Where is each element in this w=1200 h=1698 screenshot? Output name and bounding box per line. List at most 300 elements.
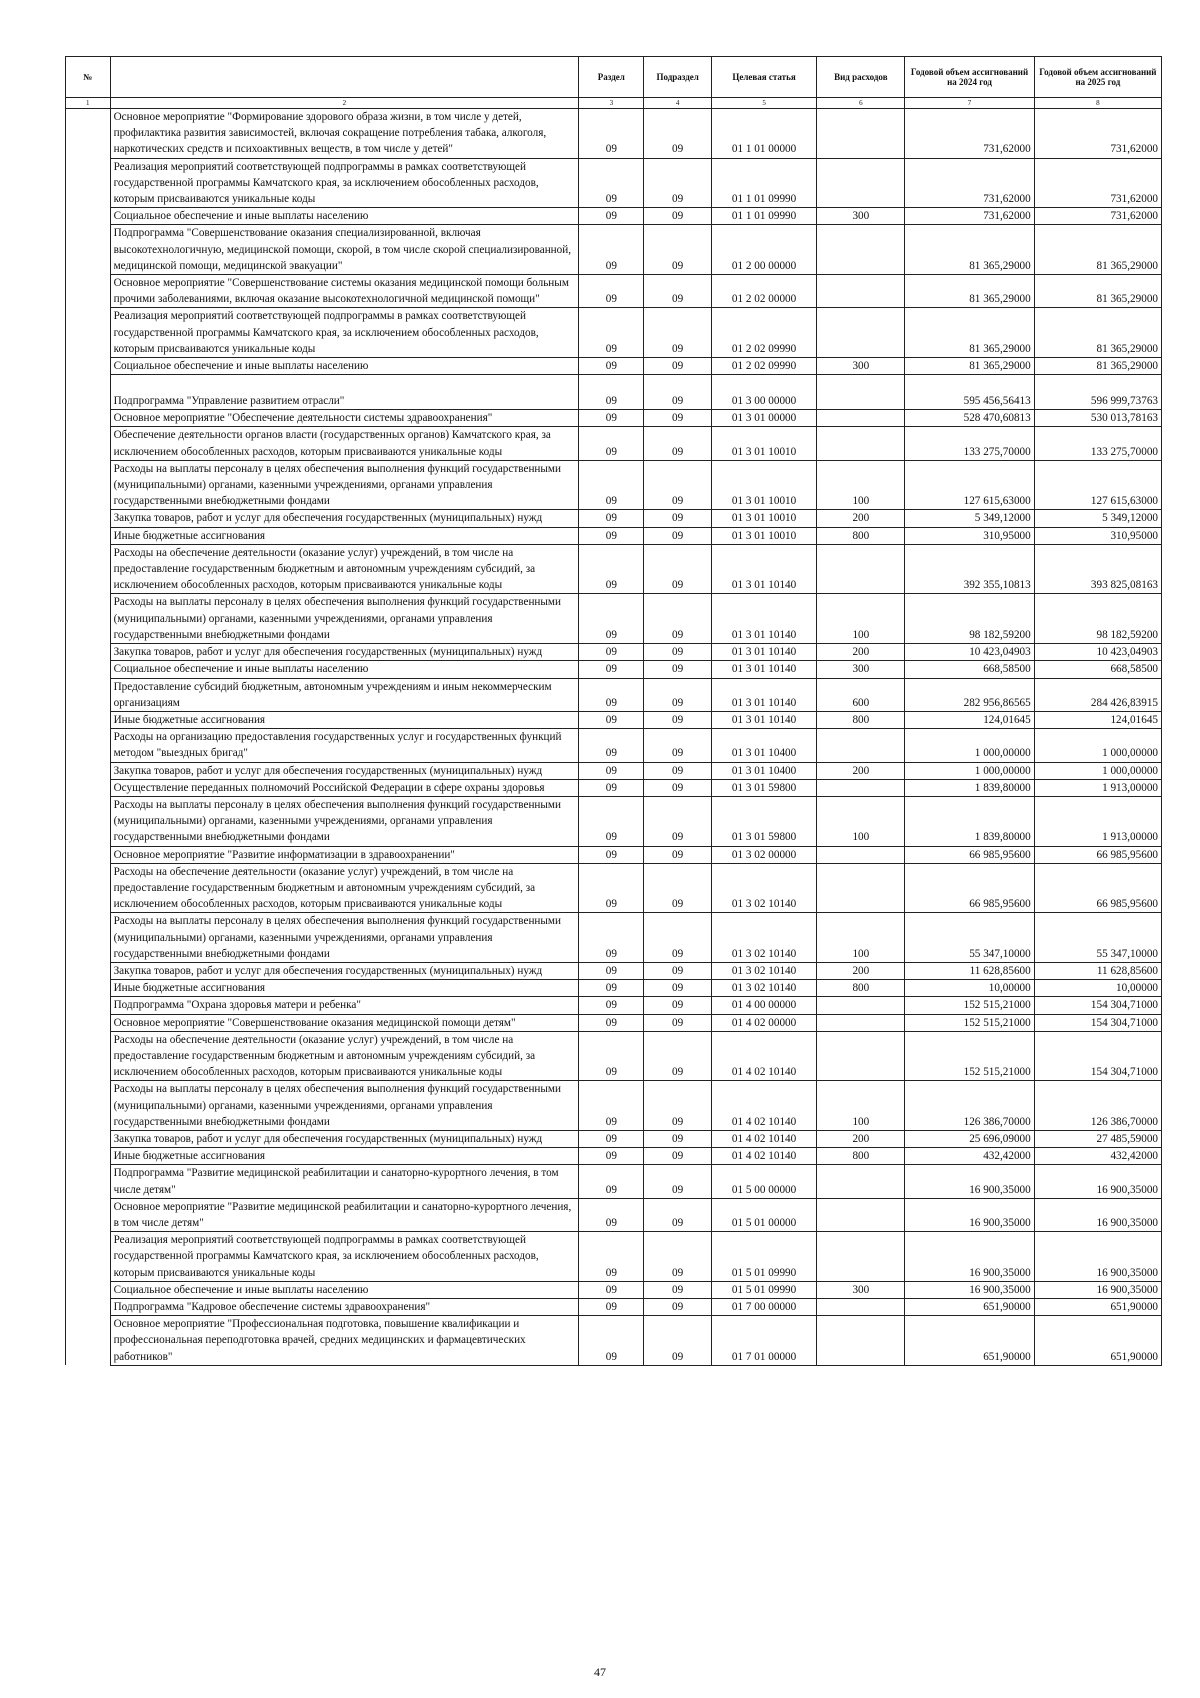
row-podrazdel: 09: [644, 1014, 711, 1031]
row-podrazdel: 09: [644, 510, 711, 527]
row-name: Основное мероприятие "Профессиональная подготовка, повышение квалификации и профессиональная переподготовка врачей, средних медицинских и фармацевтических работников": [110, 1316, 579, 1366]
number-cell: [66, 711, 111, 728]
row-target-article: 01 4 02 10140: [711, 1130, 816, 1147]
number-cell: [66, 375, 111, 410]
row-name: Основное мероприятие "Формирование здорового образа жизни, в том числе у детей, профилактика развития зависимостей, включая сокращение потребления табака, алкоголя, наркотических средств и психоактивных веществ, в том числе у детей": [110, 109, 579, 159]
row-name: Подпрограмма "Кадровое обеспечение системы здравоохранения": [110, 1299, 579, 1316]
row-target-article: 01 3 01 10140: [711, 594, 816, 644]
row-razdel: 09: [579, 846, 644, 863]
row-name: Расходы на выплаты персоналу в целях обеспечения выполнения функций государственными (муниципальными) органами, казенными учреждениями, органами управления государственными внебюджетными фондами: [110, 594, 579, 644]
row-razdel: 09: [579, 358, 644, 375]
table-row: [66, 1198, 1162, 1231]
table-row: [66, 1148, 1162, 1165]
row-expense-type: 100: [817, 594, 905, 644]
header-number: №: [66, 57, 111, 98]
row-podrazdel: 09: [644, 661, 711, 678]
header-razdel: Раздел: [579, 57, 644, 98]
row-expense-type: [817, 1165, 905, 1198]
row-target-article: 01 3 00 00000: [711, 375, 816, 410]
row-target-article: 01 2 02 09990: [711, 358, 816, 375]
table-header-row: [66, 57, 1162, 98]
row-expense-type: 300: [817, 661, 905, 678]
row-name: Закупка товаров, работ и услуг для обеспечения государственных (муниципальных) нужд: [110, 1130, 579, 1147]
row-target-article: 01 4 02 00000: [711, 1014, 816, 1031]
table-row: [66, 1316, 1162, 1366]
row-podrazdel: 09: [644, 980, 711, 997]
row-amount-2024: 1 000,00000: [905, 729, 1034, 762]
row-name: Закупка товаров, работ и услуг для обеспечения государственных (муниципальных) нужд: [110, 510, 579, 527]
number-cell: [66, 1165, 111, 1198]
table-row: [66, 762, 1162, 779]
row-razdel: 09: [579, 863, 644, 913]
row-name: Расходы на выплаты персоналу в целях обеспечения выполнения функций государственными (муниципальными) органами, казенными учреждениями, органами управления государственными внебюджетными фондами: [110, 1081, 579, 1131]
row-name: Расходы на обеспечение деятельности (оказание услуг) учреждений, в том числе на предоставление государственным бюджетным и автономным учреждениям субсидий, за исключением обособленных расходов, которым присваиваются уникальные коды: [110, 1031, 579, 1081]
row-amount-2025: 310,95000: [1034, 527, 1161, 544]
row-amount-2024: 5 349,12000: [905, 510, 1034, 527]
row-expense-type: 200: [817, 510, 905, 527]
row-amount-2024: 651,90000: [905, 1316, 1034, 1366]
row-razdel: 09: [579, 729, 644, 762]
table-row: [66, 711, 1162, 728]
table-row: [66, 796, 1162, 846]
column-number: 3: [579, 98, 644, 109]
row-amount-2025: 81 365,29000: [1034, 358, 1161, 375]
row-expense-type: [817, 1014, 905, 1031]
row-amount-2024: 16 900,35000: [905, 1232, 1034, 1282]
row-podrazdel: 09: [644, 779, 711, 796]
row-amount-2024: 10 423,04903: [905, 644, 1034, 661]
row-expense-type: 200: [817, 962, 905, 979]
row-amount-2024: 66 985,95600: [905, 846, 1034, 863]
row-name: Расходы на выплаты персоналу в целях обеспечения выполнения функций государственными (муниципальными) органами, казенными учреждениями, органами управления государственными внебюджетными фондами: [110, 796, 579, 846]
row-razdel: 09: [579, 275, 644, 308]
row-expense-type: 800: [817, 1148, 905, 1165]
number-cell: [66, 661, 111, 678]
number-cell: [66, 410, 111, 427]
row-podrazdel: 09: [644, 158, 711, 208]
row-name: Основное мероприятие "Совершенствование оказания медицинской помощи детям": [110, 1014, 579, 1031]
row-podrazdel: 09: [644, 1081, 711, 1131]
header-volume-2025: Годовой объем ассигнований на 2025 год: [1034, 57, 1161, 98]
table-row: [66, 846, 1162, 863]
row-name: Реализация мероприятий соответствующей подпрограммы в рамках соответствующей государственной программы Камчатского края, за исключением обособленных расходов, которым присваиваются уникальные коды: [110, 308, 579, 358]
table-row: [66, 913, 1162, 963]
column-number: 7: [905, 98, 1034, 109]
row-name: Закупка товаров, работ и услуг для обеспечения государственных (муниципальных) нужд: [110, 962, 579, 979]
row-razdel: 09: [579, 1081, 644, 1131]
table-row: [66, 1165, 1162, 1198]
row-expense-type: [817, 308, 905, 358]
row-amount-2025: 731,62000: [1034, 208, 1161, 225]
row-podrazdel: 09: [644, 846, 711, 863]
column-number: 2: [110, 98, 579, 109]
row-podrazdel: 09: [644, 678, 711, 711]
row-target-article: 01 2 02 09990: [711, 308, 816, 358]
row-razdel: 09: [579, 661, 644, 678]
row-target-article: 01 3 02 10140: [711, 980, 816, 997]
row-podrazdel: 09: [644, 275, 711, 308]
table-row: [66, 225, 1162, 275]
row-amount-2025: 81 365,29000: [1034, 225, 1161, 275]
row-razdel: 09: [579, 158, 644, 208]
table-row: [66, 729, 1162, 762]
table-row: [66, 1232, 1162, 1282]
row-expense-type: [817, 375, 905, 410]
budget-table: [65, 56, 1162, 1366]
row-razdel: 09: [579, 308, 644, 358]
row-target-article: 01 1 01 00000: [711, 109, 816, 159]
row-amount-2024: 152 515,21000: [905, 997, 1034, 1014]
row-expense-type: [817, 1198, 905, 1231]
table-row: [66, 779, 1162, 796]
row-target-article: 01 3 02 00000: [711, 846, 816, 863]
row-target-article: 01 3 01 10400: [711, 762, 816, 779]
row-name: Иные бюджетные ассигнования: [110, 527, 579, 544]
row-name: Осуществление переданных полномочий Российской Федерации в сфере охраны здоровья: [110, 779, 579, 796]
row-target-article: 01 3 01 10140: [711, 678, 816, 711]
number-cell: [66, 358, 111, 375]
header-podrazdel: Подраздел: [644, 57, 711, 98]
row-expense-type: 100: [817, 796, 905, 846]
row-razdel: 09: [579, 779, 644, 796]
row-amount-2024: 1 839,80000: [905, 779, 1034, 796]
table-row: [66, 510, 1162, 527]
row-podrazdel: 09: [644, 410, 711, 427]
row-name: Социальное обеспечение и иные выплаты населению: [110, 208, 579, 225]
row-target-article: 01 3 01 10140: [711, 544, 816, 594]
row-razdel: 09: [579, 544, 644, 594]
row-name: Расходы на обеспечение деятельности (оказание услуг) учреждений, в том числе на предоставление государственным бюджетным и автономным учреждениям субсидий, за исключением обособленных расходов, которым присваиваются уникальные коды: [110, 544, 579, 594]
row-podrazdel: 09: [644, 109, 711, 159]
row-amount-2024: 528 470,60813: [905, 410, 1034, 427]
row-amount-2025: 126 386,70000: [1034, 1081, 1161, 1131]
row-amount-2024: 152 515,21000: [905, 1014, 1034, 1031]
row-podrazdel: 09: [644, 1165, 711, 1198]
row-amount-2024: 731,62000: [905, 158, 1034, 208]
row-expense-type: 100: [817, 460, 905, 510]
row-razdel: 09: [579, 1130, 644, 1147]
header-target-article: Целевая статья: [711, 57, 816, 98]
column-number: 1: [66, 98, 111, 109]
row-amount-2025: 16 900,35000: [1034, 1232, 1161, 1282]
row-expense-type: 300: [817, 1281, 905, 1298]
row-razdel: 09: [579, 1299, 644, 1316]
row-amount-2024: 282 956,86565: [905, 678, 1034, 711]
row-podrazdel: 09: [644, 1299, 711, 1316]
row-target-article: 01 3 02 10140: [711, 863, 816, 913]
row-name: Подпрограмма "Охрана здоровья матери и ребенка": [110, 997, 579, 1014]
row-amount-2025: 55 347,10000: [1034, 913, 1161, 963]
row-expense-type: 200: [817, 1130, 905, 1147]
row-expense-type: 200: [817, 762, 905, 779]
number-cell: [66, 594, 111, 644]
row-amount-2025: 1 000,00000: [1034, 729, 1161, 762]
row-amount-2024: 1 839,80000: [905, 796, 1034, 846]
table-row: [66, 358, 1162, 375]
row-amount-2024: 66 985,95600: [905, 863, 1034, 913]
row-razdel: 09: [579, 1148, 644, 1165]
row-razdel: 09: [579, 1014, 644, 1031]
table-row: [66, 308, 1162, 358]
number-cell: [66, 1014, 111, 1031]
row-name: Социальное обеспечение и иные выплаты населению: [110, 358, 579, 375]
row-target-article: 01 5 01 00000: [711, 1198, 816, 1231]
row-razdel: 09: [579, 1165, 644, 1198]
table-row: [66, 661, 1162, 678]
row-amount-2025: 16 900,35000: [1034, 1198, 1161, 1231]
row-expense-type: [817, 410, 905, 427]
row-amount-2024: 133 275,70000: [905, 427, 1034, 460]
column-number: 4: [644, 98, 711, 109]
row-amount-2025: 1 913,00000: [1034, 779, 1161, 796]
number-cell: [66, 1031, 111, 1081]
row-name: Закупка товаров, работ и услуг для обеспечения государственных (муниципальных) нужд: [110, 762, 579, 779]
row-target-article: 01 3 01 59800: [711, 796, 816, 846]
row-target-article: 01 4 00 00000: [711, 997, 816, 1014]
number-cell: [66, 208, 111, 225]
row-podrazdel: 09: [644, 544, 711, 594]
number-cell: [66, 1299, 111, 1316]
row-amount-2024: 11 628,85600: [905, 962, 1034, 979]
row-name: Расходы на выплаты персоналу в целях обеспечения выполнения функций государственными (муниципальными) органами, казенными учреждениями, органами управления государственными внебюджетными фондами: [110, 913, 579, 963]
row-expense-type: 800: [817, 711, 905, 728]
row-expense-type: 200: [817, 644, 905, 661]
row-expense-type: [817, 779, 905, 796]
row-expense-type: [817, 225, 905, 275]
header-volume-2024: Годовой объем ассигнований на 2024 год: [905, 57, 1034, 98]
row-amount-2025: 27 485,59000: [1034, 1130, 1161, 1147]
row-razdel: 09: [579, 962, 644, 979]
row-razdel: 09: [579, 427, 644, 460]
row-target-article: 01 2 00 00000: [711, 225, 816, 275]
number-cell: [66, 678, 111, 711]
row-amount-2025: 66 985,95600: [1034, 863, 1161, 913]
header-name: [110, 57, 579, 98]
number-cell: [66, 527, 111, 544]
table-row: [66, 1031, 1162, 1081]
row-razdel: 09: [579, 762, 644, 779]
row-razdel: 09: [579, 1281, 644, 1298]
table-row: [66, 109, 1162, 159]
row-expense-type: 100: [817, 1081, 905, 1131]
row-razdel: 09: [579, 594, 644, 644]
table-row: [66, 1014, 1162, 1031]
number-cell: [66, 1232, 111, 1282]
table-row: [66, 644, 1162, 661]
row-target-article: 01 2 02 00000: [711, 275, 816, 308]
row-expense-type: [817, 1031, 905, 1081]
row-target-article: 01 3 01 10400: [711, 729, 816, 762]
column-number-row: [66, 98, 1162, 109]
row-amount-2024: 124,01645: [905, 711, 1034, 728]
column-number: 5: [711, 98, 816, 109]
row-podrazdel: 09: [644, 863, 711, 913]
row-target-article: 01 5 01 09990: [711, 1281, 816, 1298]
row-amount-2024: 16 900,35000: [905, 1198, 1034, 1231]
row-amount-2025: 81 365,29000: [1034, 275, 1161, 308]
row-name: Реализация мероприятий соответствующей подпрограммы в рамках соответствующей государственной программы Камчатского края, за исключением обособленных расходов, которым присваиваются уникальные коды: [110, 158, 579, 208]
row-amount-2024: 81 365,29000: [905, 275, 1034, 308]
table-row: [66, 460, 1162, 510]
number-cell: [66, 544, 111, 594]
row-podrazdel: 09: [644, 427, 711, 460]
row-name: Расходы на обеспечение деятельности (оказание услуг) учреждений, в том числе на предоставление государственным бюджетным и автономным учреждениям субсидий, за исключением обособленных расходов, которым присваиваются уникальные коды: [110, 863, 579, 913]
row-podrazdel: 09: [644, 1130, 711, 1147]
row-amount-2024: 731,62000: [905, 208, 1034, 225]
row-expense-type: 800: [817, 527, 905, 544]
row-amount-2025: 393 825,08163: [1034, 544, 1161, 594]
row-expense-type: 300: [817, 358, 905, 375]
row-podrazdel: 09: [644, 594, 711, 644]
row-amount-2024: 98 182,59200: [905, 594, 1034, 644]
table-row: [66, 208, 1162, 225]
row-amount-2025: 731,62000: [1034, 158, 1161, 208]
row-amount-2025: 66 985,95600: [1034, 846, 1161, 863]
row-amount-2025: 154 304,71000: [1034, 997, 1161, 1014]
row-podrazdel: 09: [644, 913, 711, 963]
row-amount-2025: 10,00000: [1034, 980, 1161, 997]
row-target-article: 01 4 02 10140: [711, 1081, 816, 1131]
row-expense-type: [817, 109, 905, 159]
row-name: Иные бюджетные ассигнования: [110, 1148, 579, 1165]
row-amount-2024: 668,58500: [905, 661, 1034, 678]
column-number: 6: [817, 98, 905, 109]
row-target-article: 01 3 01 10140: [711, 711, 816, 728]
row-podrazdel: 09: [644, 1281, 711, 1298]
row-target-article: 01 3 01 10010: [711, 510, 816, 527]
number-cell: [66, 158, 111, 208]
row-name: Реализация мероприятий соответствующей подпрограммы в рамках соответствующей государственной программы Камчатского края, за исключением обособленных расходов, которым присваиваются уникальные коды: [110, 1232, 579, 1282]
row-target-article: 01 3 02 10140: [711, 962, 816, 979]
row-amount-2025: 5 349,12000: [1034, 510, 1161, 527]
row-expense-type: [817, 1299, 905, 1316]
table-row: [66, 980, 1162, 997]
row-amount-2025: 81 365,29000: [1034, 308, 1161, 358]
row-razdel: 09: [579, 527, 644, 544]
row-name: Иные бюджетные ассигнования: [110, 980, 579, 997]
table-row: [66, 863, 1162, 913]
table-row: [66, 962, 1162, 979]
table-row: [66, 1299, 1162, 1316]
row-razdel: 09: [579, 208, 644, 225]
number-cell: [66, 1148, 111, 1165]
row-podrazdel: 09: [644, 644, 711, 661]
number-cell: [66, 762, 111, 779]
row-amount-2025: 731,62000: [1034, 109, 1161, 159]
row-podrazdel: 09: [644, 1316, 711, 1366]
row-razdel: 09: [579, 1316, 644, 1366]
row-amount-2024: 127 615,63000: [905, 460, 1034, 510]
row-name: Обеспечение деятельности органов власти (государственных органов) Камчатского края, за исключением обособленных расходов, которым присваиваются уникальные коды: [110, 427, 579, 460]
number-cell: [66, 980, 111, 997]
row-name: Предоставление субсидий бюджетным, автономным учреждениям и иным некоммерческим организациям: [110, 678, 579, 711]
number-cell: [66, 460, 111, 510]
table-row: [66, 527, 1162, 544]
row-amount-2025: 10 423,04903: [1034, 644, 1161, 661]
row-podrazdel: 09: [644, 225, 711, 275]
row-expense-type: [817, 863, 905, 913]
row-target-article: 01 4 02 10140: [711, 1148, 816, 1165]
row-razdel: 09: [579, 644, 644, 661]
row-podrazdel: 09: [644, 460, 711, 510]
row-name: Основное мероприятие "Развитие информатизации в здравоохранении": [110, 846, 579, 863]
number-cell: [66, 796, 111, 846]
row-razdel: 09: [579, 913, 644, 963]
row-name: Закупка товаров, работ и услуг для обеспечения государственных (муниципальных) нужд: [110, 644, 579, 661]
row-amount-2024: 731,62000: [905, 109, 1034, 159]
row-amount-2025: 16 900,35000: [1034, 1281, 1161, 1298]
row-expense-type: [817, 729, 905, 762]
row-target-article: 01 3 01 10140: [711, 661, 816, 678]
row-expense-type: [817, 1316, 905, 1366]
row-amount-2025: 596 999,73763: [1034, 375, 1161, 410]
row-name: Расходы на выплаты персоналу в целях обеспечения выполнения функций государственными (муниципальными) органами, казенными учреждениями, органами управления государственными внебюджетными фондами: [110, 460, 579, 510]
row-amount-2024: 81 365,29000: [905, 308, 1034, 358]
row-amount-2024: 595 456,56413: [905, 375, 1034, 410]
row-expense-type: [817, 427, 905, 460]
table-row: [66, 410, 1162, 427]
row-podrazdel: 09: [644, 796, 711, 846]
number-cell: [66, 863, 111, 913]
number-cell: [66, 1281, 111, 1298]
table-row: [66, 275, 1162, 308]
row-amount-2025: 127 615,63000: [1034, 460, 1161, 510]
row-amount-2025: 98 182,59200: [1034, 594, 1161, 644]
row-target-article: 01 1 01 09990: [711, 158, 816, 208]
row-podrazdel: 09: [644, 375, 711, 410]
row-expense-type: 800: [817, 980, 905, 997]
row-name: Расходы на организацию предоставления государственных услуг и государственных функций методом "выездных бригад": [110, 729, 579, 762]
row-razdel: 09: [579, 1232, 644, 1282]
row-razdel: 09: [579, 1198, 644, 1231]
row-razdel: 09: [579, 711, 644, 728]
row-amount-2024: 81 365,29000: [905, 358, 1034, 375]
number-cell: [66, 427, 111, 460]
row-amount-2025: 668,58500: [1034, 661, 1161, 678]
row-amount-2025: 651,90000: [1034, 1299, 1161, 1316]
number-cell: [66, 109, 111, 159]
row-razdel: 09: [579, 225, 644, 275]
row-podrazdel: 09: [644, 962, 711, 979]
row-amount-2025: 1 913,00000: [1034, 796, 1161, 846]
row-target-article: 01 3 01 10010: [711, 460, 816, 510]
row-name: Подпрограмма "Развитие медицинской реабилитации и санаторно-курортного лечения, в том числе детям": [110, 1165, 579, 1198]
number-cell: [66, 1130, 111, 1147]
row-target-article: 01 3 01 10010: [711, 427, 816, 460]
table-row: [66, 544, 1162, 594]
number-cell: [66, 225, 111, 275]
number-cell: [66, 510, 111, 527]
table-row: [66, 158, 1162, 208]
row-amount-2024: 310,95000: [905, 527, 1034, 544]
row-amount-2025: 154 304,71000: [1034, 1031, 1161, 1081]
row-amount-2024: 651,90000: [905, 1299, 1034, 1316]
row-amount-2024: 16 900,35000: [905, 1281, 1034, 1298]
row-expense-type: [817, 1232, 905, 1282]
row-razdel: 09: [579, 1031, 644, 1081]
row-podrazdel: 09: [644, 711, 711, 728]
row-name: Социальное обеспечение и иные выплаты населению: [110, 661, 579, 678]
row-amount-2024: 55 347,10000: [905, 913, 1034, 963]
row-razdel: 09: [579, 109, 644, 159]
row-amount-2024: 81 365,29000: [905, 225, 1034, 275]
row-podrazdel: 09: [644, 527, 711, 544]
number-cell: [66, 913, 111, 963]
row-podrazdel: 09: [644, 997, 711, 1014]
row-podrazdel: 09: [644, 1148, 711, 1165]
row-target-article: 01 4 02 10140: [711, 1031, 816, 1081]
row-amount-2025: 124,01645: [1034, 711, 1161, 728]
